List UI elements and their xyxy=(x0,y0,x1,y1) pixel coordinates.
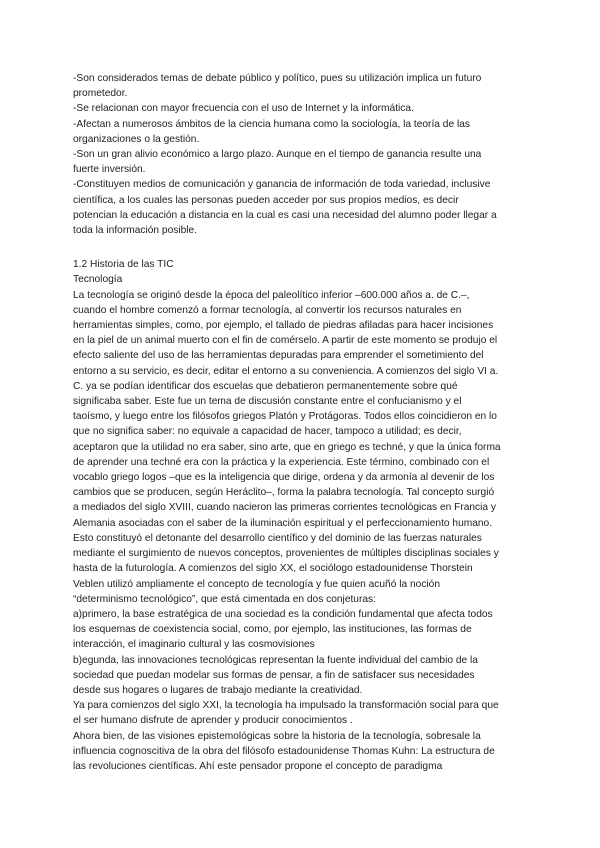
list-item: -Son considerados temas de debate público y político, pues su utilización implica un futuro prometedor. xyxy=(73,73,482,100)
document-body xyxy=(73,71,501,774)
subheading: Tecnología xyxy=(73,274,123,286)
section-heading: 1.2 Historia de las TIC xyxy=(73,259,174,271)
feature-list xyxy=(73,71,501,238)
paragraph: Ahora bien, de las visiones epistemológicas sobre la historia de la tecnología, sobresale la influencia cognoscitiva de la obra del filósofo estadounidense Thomas Kuhn: La estructura de las revoluciones científicas. Ahí este pensador propone el concepto de paradigma xyxy=(73,730,495,772)
list-item: -Son un gran alivio económico a largo plazo. Aunque en el tiempo de ganancia resulte una fuerte inversión. xyxy=(73,149,482,176)
paragraph: a)primero, la base estratégica de una sociedad es la condición fundamental que afecta todos los esquemas de coexistencia social, como, por ejemplo, las instituciones, las formas de interacción, el imaginario cultural y las cosmovisiones xyxy=(73,608,493,651)
paragraph: Ya para comienzos del siglo XXI, la tecnología ha impulsado la transformación social para que el ser humano disfrute de aprender y producir conocimientos . xyxy=(73,700,499,727)
paragraph: La tecnología se originó desde la época del paleolítico inferior –600.000 años a. de C.–, cuando el hombre comenzó a formar tecnología, al convertir los recursos naturales en herramientas simples, como, por ejemplo, el tallado de piedras afiladas para hacer incisiones en la piel de un animal muerto con el fin de comérselo. A partir de este momento se produjo el efecto saliente del uso de las herramientas depuradas para emprender el sometimiento del entorno a su servicio, es decir, editar el entorno a su conveniencia. A comienzos del siglo VI a. C. ya se podían identificar dos escuelas que debatieron permanentemente sobre qué significaba saber. Este fue un tema de discusión constante entre el confucianismo y el taoísmo, y luego entre los filósofos griegos Platón y Protágoras. Todos ellos coincidieron en lo que no significa saber: no equivale a capacidad de hacer, tampoco a utilidad; es decir, aceptaron que la utilidad no era saber, sino arte, que en griego es techné, y que la única forma de aprender una techné era con la práctica y la experiencia. Este término, combinado con el vocablo griego logos –que es la inteligencia que dirige, ordena y da armonía al devenir de los cambios que se producen, según Heráclito–, forma la palabra tecnología. Tal concepto surgió a mediados del siglo XVIII, cuando nacieron las primeras corrientes tecnológicas en Francia y Alemania asociadas con el saber de la iluminación espiritual y el perfeccionamiento humano. Esto constituyó el detonante del desarrollo científico y del dominio de las fuerzas naturales mediante el surgimiento de nuevos conceptos, provenientes de múltiples disciplinas sociales y hasta de la futurología. A comienzos del siglo XX, el sociólogo estadounidense Thorstein Veblen utilizó ampliamente el concepto de tecnología y fue quien acuñó la noción “determinismo tecnológico”, que está cimentada en dos conjeturas: xyxy=(73,289,501,605)
paragraph: b)egunda, las innovaciones tecnológicas representan la fuente individual del cambio de la sociedad que puedan modelar sus formas de pensar, a fin de satisfacer sus necesidades desde sus hogares o lugares de trabajo mediante la creatividad. xyxy=(73,654,478,696)
list-item: -Afectan a numerosos ámbitos de la ciencia humana como la sociología, la teoría de las organizaciones o la gestión. xyxy=(73,118,470,145)
list-item: -Se relacionan con mayor frecuencia con el uso de Internet y la informática. xyxy=(73,103,414,115)
list-item: -Constituyen medios de comunicación y ganancia de información de toda variedad, inclusive científica, a los cuales las personas pueden acceder por sus propios medios, es decir potencian la educación a distancia en la cual es casi una necesidad del alumno poder llegar a toda la información posible. xyxy=(73,179,497,237)
